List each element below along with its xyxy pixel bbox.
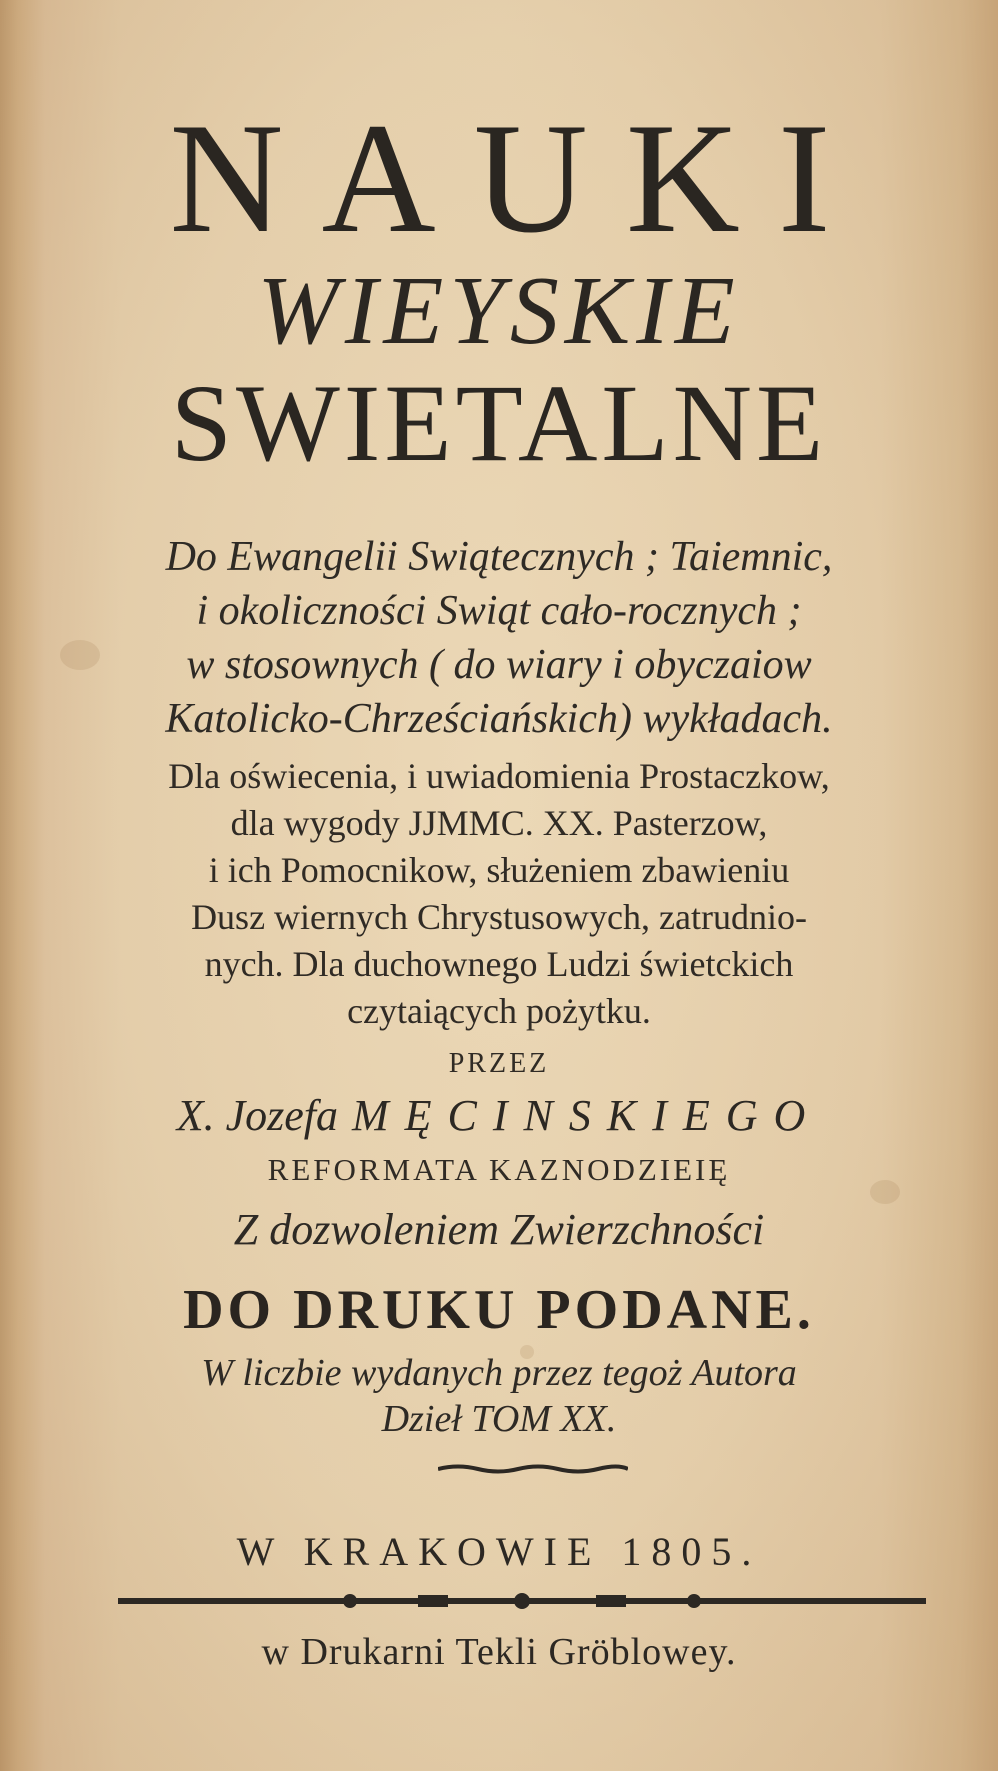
title-line-2: WIEYSKIE (257, 257, 741, 365)
dedication-line: Dla oświecenia, i uwiadomienia Prostaczkow, (168, 756, 830, 796)
by-line: PRZEZ (448, 1048, 550, 1079)
dedication-line: nych. Dla duchownego Ludzi świetckich (204, 944, 794, 984)
imprint-printer: w Drukarni Tekli Gröblowey. (261, 1631, 737, 1673)
subtitle-line: Katolicko-Chrześciańskich) wykładach. (165, 696, 833, 742)
imprint-place: W KRAKOWIE 1805. (236, 1529, 762, 1574)
subtitle-line: w stosownych ( do wiary i obyczaiow (186, 642, 812, 688)
volume-line: Dzieł TOM XX. (381, 1398, 617, 1440)
dedication-line: czytaiących pożytku. (347, 991, 651, 1031)
subtitle-line: i okoliczności Swiąt cało-rocznych ; (196, 588, 802, 634)
dedication-line: dla wygody JJMMC. XX. Pasterzow, (230, 803, 768, 843)
ornamental-rule-short (438, 1462, 628, 1476)
author-surname: MĘCINSKIEGO (351, 1091, 822, 1140)
dedication-line: i ich Pomocnikow, służeniem zbawieniu (208, 850, 790, 890)
author-line (0, 1090, 998, 1141)
author-role: REFORMATA KAZNODZIEIĘ (267, 1152, 731, 1187)
volume-line: W liczbie wydanych przez tegoż Autora (201, 1352, 797, 1394)
permission-line: Z dozwoleniem Zwierzchności (233, 1205, 765, 1254)
title-line-3: SWIETALNE (170, 362, 828, 484)
author-prefix: X. Jozefa (176, 1091, 338, 1140)
ornamental-rule-long (118, 1592, 926, 1610)
dedication-line: Dusz wiernych Chrystusowych, zatrudnio- (191, 897, 807, 937)
subtitle-line: Do Ewangelii Swiątecznych ; Taiemnic, (165, 534, 833, 580)
title-line-1: NAUKI (169, 91, 869, 266)
printed-line: DO DRUKU PODANE. (183, 1279, 815, 1341)
